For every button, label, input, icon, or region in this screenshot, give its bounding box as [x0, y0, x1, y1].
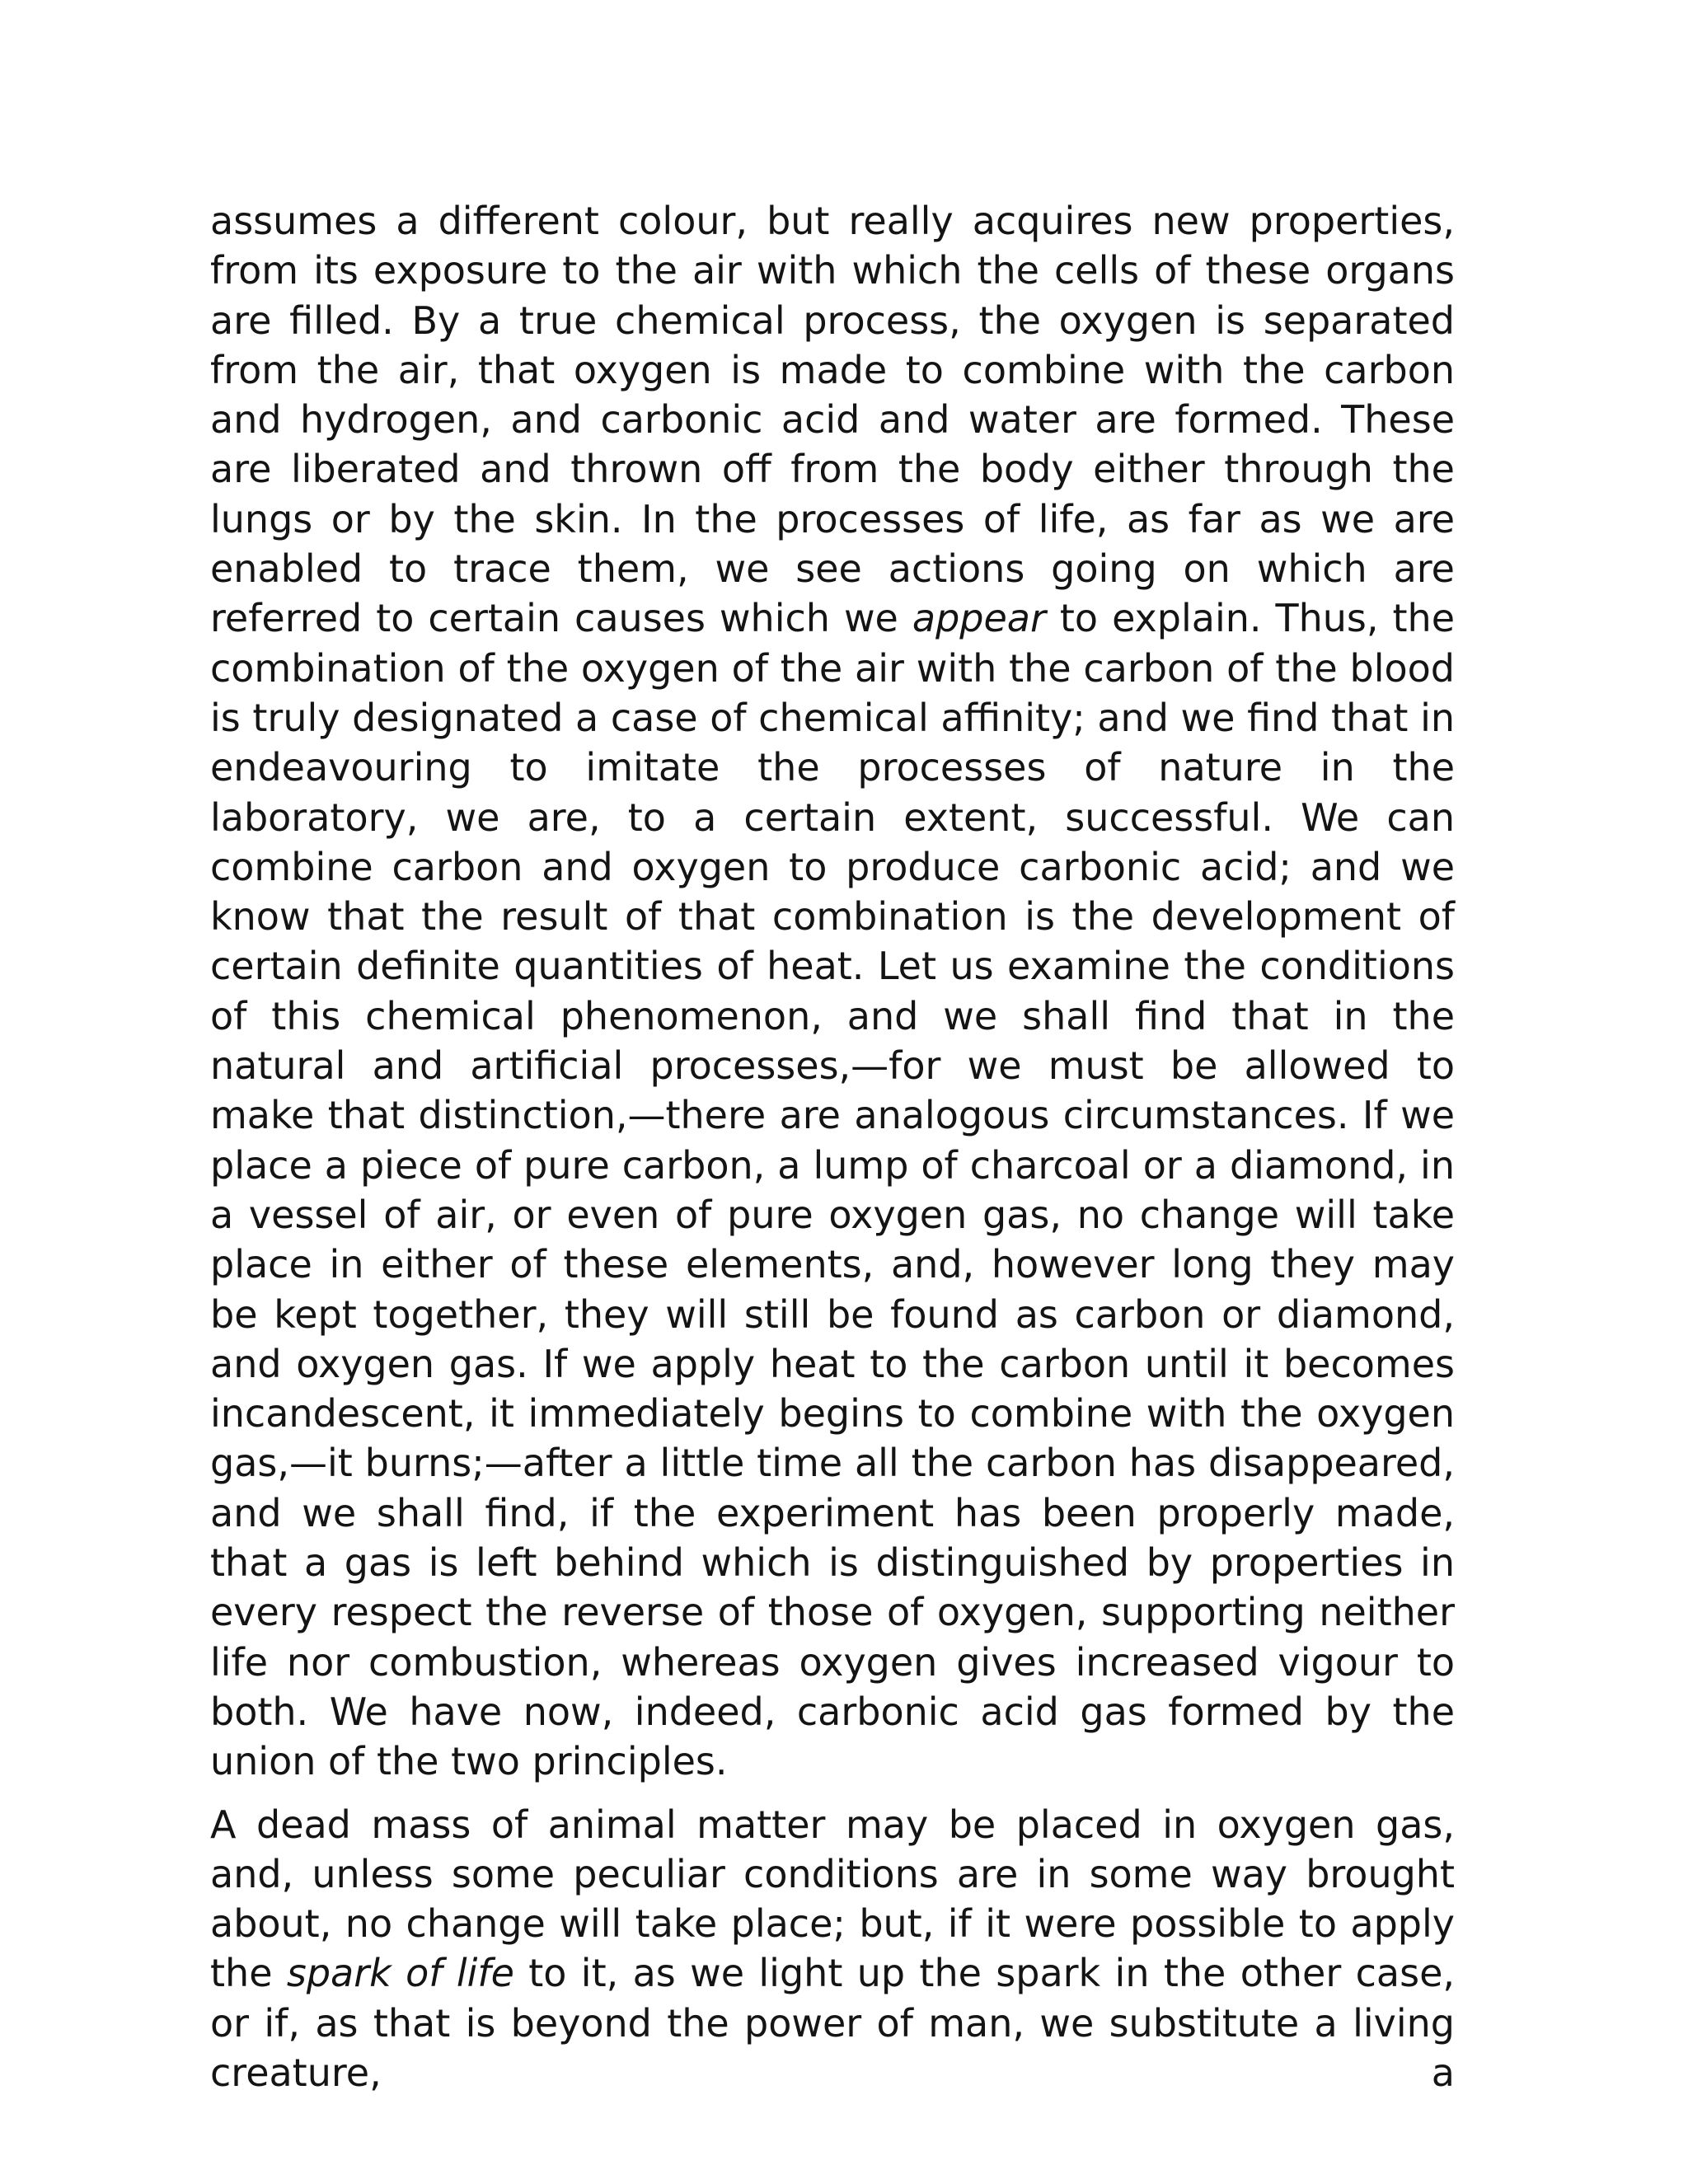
page-body	[210, 196, 1455, 2097]
italic-text: spark of life	[286, 1951, 514, 1996]
paragraph-text: to it, as we light up the spark in the other case, or if, as that is beyond the power of man, we substitute a living creature, a	[210, 1951, 1455, 2095]
italic-text: appear	[912, 596, 1046, 641]
paragraph-text: assumes a different colour, but really acquires new properties, from its exposure to the air with which the cells of these organs are filled. By a true chemical process, the oxygen is separated from the air, that oxygen is made to combine with the carbon and hydrogen, and carbonic acid and water are formed. These are liberated and thrown off from the body either through the lungs or by the skin. In the processes of life, as far as we are enabled to trace them, we see actions going on which are referred to certain causes which we	[210, 199, 1455, 641]
paragraph-text: A dead mass of animal matter may be placed in oxygen gas, and, unless some peculiar conditions are in some way brought about, no change will take place; but, if it were possible to apply the	[210, 1802, 1455, 1996]
paragraph	[210, 1800, 1455, 2098]
paragraph	[210, 196, 1455, 1787]
paragraph-text: to explain. Thus, the combination of the oxygen of the air with the carbon of the blood is truly designated a case of chemical affinity; and we find that in endeavouring to imitate the processes of nature in the laboratory, we are, to a certain extent, successful. We can combine carbon and oxygen to produce carbonic acid; and we know that the result of that combination is the development of certain definite quantities of heat. Let us examine the conditions of this chemical phenomenon, and we shall find that in the natural and artificial processes,—for we must be allowed to make that distinction,—there are analogous circumstances. If we place a piece of pure carbon, a lump of charcoal or a diamond, in a vessel of air, or even of pure oxygen gas, no change will take place in either of these elements, and, however long they may be kept together, they will still be found as carbon or diamond, and oxygen gas. If we apply heat to the carbon until it becomes incandescent, it immediately begins to combine with the oxygen gas,—it burns;—after a little time all the carbon has disappeared, and we shall find, if the experiment has been properly made, that a gas is left behind which is distinguished by properties in every respect the reverse of those of oxygen, supporting neither life nor combustion, whereas oxygen gives increased vigour to both. We have now, indeed, carbonic acid gas formed by the union of the two principles.	[210, 596, 1456, 1784]
